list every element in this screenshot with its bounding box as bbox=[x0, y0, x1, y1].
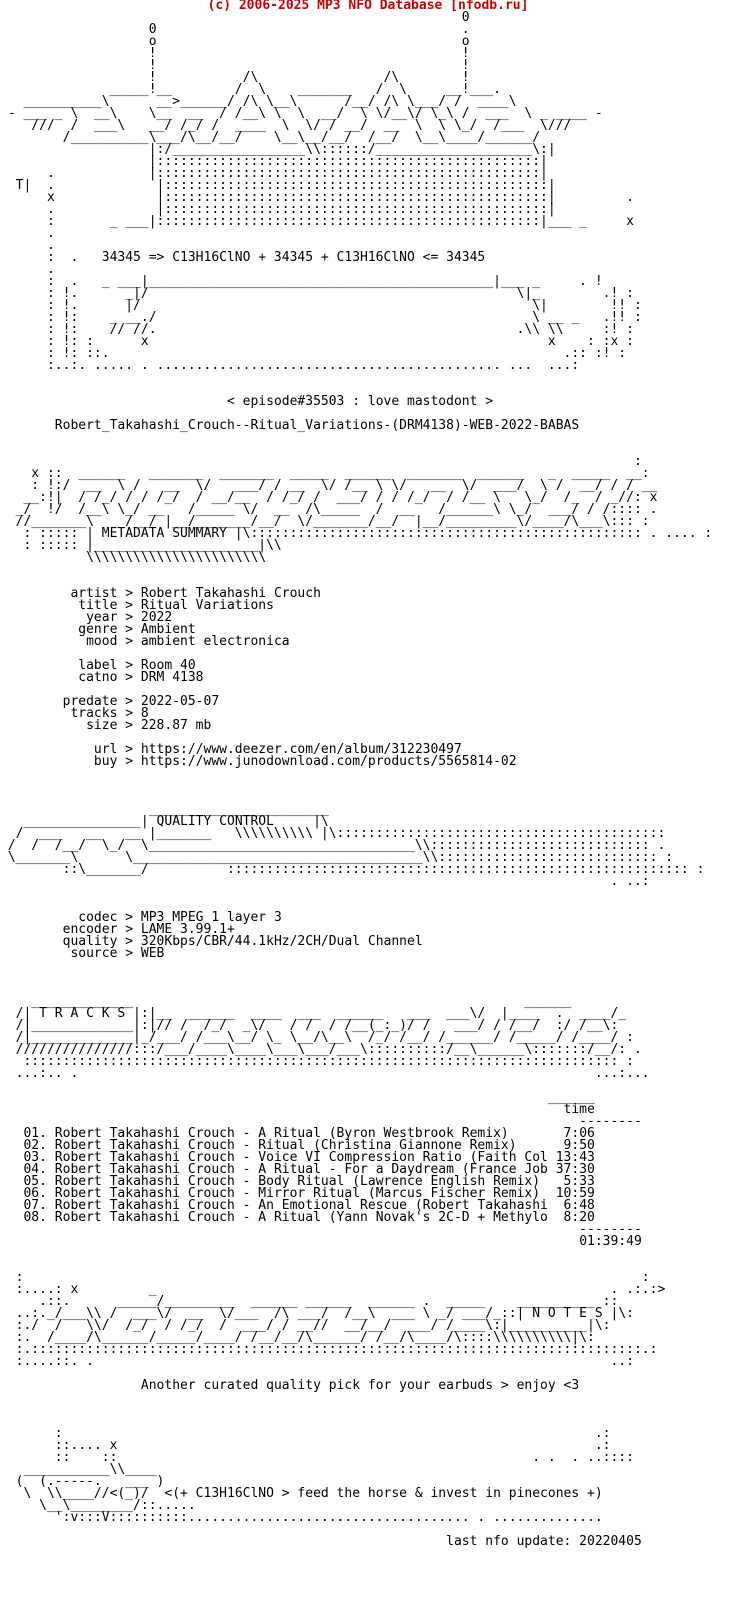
track-time: 13:43 bbox=[547, 1150, 595, 1165]
time-column-header: time bbox=[563, 1102, 595, 1117]
track-number: 01. bbox=[23, 1126, 47, 1141]
meta-predate: 2022-05-07 bbox=[140, 694, 220, 709]
track-title: Robert Takahashi Crouch - A Ritual - For a Daydream (France Job bbox=[54, 1162, 548, 1177]
track-number: 02. bbox=[23, 1138, 47, 1153]
meta-label: Room 40 bbox=[140, 658, 196, 673]
track-title: Robert Takahashi Crouch - Body Ritual (Lawrence English Remix) bbox=[54, 1174, 548, 1189]
quality-codec: MP3 MPEG 1 layer 3 bbox=[140, 910, 282, 925]
meta-size: 228.87 mb bbox=[140, 718, 212, 733]
quality-control-heading: QUALITY CONTROL bbox=[156, 814, 274, 829]
total-playtime: 01:39:49 bbox=[579, 1234, 642, 1249]
meta-artist: Robert Takahashi Crouch bbox=[140, 586, 321, 601]
track-number: 03. bbox=[23, 1150, 47, 1165]
metadata-summary-heading: METADATA SUMMARY bbox=[101, 526, 227, 541]
track-time: 7:06 bbox=[547, 1126, 595, 1141]
track-time: 5:33 bbox=[547, 1174, 595, 1189]
meta-year: 2022 bbox=[140, 610, 173, 625]
meta-url: https://www.deezer.com/en/album/312230497 bbox=[140, 742, 462, 757]
meta-mood: ambient electronica bbox=[140, 634, 290, 649]
track-number: 08. bbox=[23, 1210, 47, 1225]
track-number: 04. bbox=[23, 1162, 47, 1177]
track-time: 6:48 bbox=[547, 1198, 595, 1213]
tracks-heading: T R A C K S bbox=[39, 1006, 126, 1021]
footer-tagline: <(+ C13H16ClNO > feed the horse & invest in pinecones +) bbox=[164, 1486, 603, 1501]
notes-text: Another curated quality pick for your earbuds > enjoy <3 bbox=[140, 1378, 580, 1393]
track-title: Robert Takahashi Crouch - Voice VI Compression Ratio (Faith Col bbox=[54, 1150, 548, 1165]
track-title: Robert Takahashi Crouch - A Ritual (Yann Novak's 2C-D + Methylo bbox=[54, 1210, 548, 1225]
nfodb-copyright-header: (c) 2006-2025 MP3 NFO Database [nfodb.ru] bbox=[207, 0, 529, 13]
track-time: 10:59 bbox=[547, 1186, 595, 1201]
release-name: Robert_Takahashi_Crouch--Ritual_Variations-(DRM4138)-WEB-2022-BABAS bbox=[54, 418, 580, 433]
track-number: 06. bbox=[23, 1186, 47, 1201]
track-title: Robert Takahashi Crouch - Mirror Ritual (Marcus Fischer Remix) bbox=[54, 1186, 548, 1201]
episode-line: < episode#35503 : love mastodont > bbox=[226, 394, 494, 409]
formula-line: 34345 => C13H16ClNO + 34345 + C13H16ClNO <= 34345 bbox=[101, 250, 486, 265]
meta-tracks: 8 bbox=[140, 706, 149, 721]
quality-quality: 320Kbps/CBR/44.1kHz/2CH/Dual Channel bbox=[140, 934, 423, 949]
track-title: Robert Takahashi Crouch - Ritual (Christina Giannone Remix) bbox=[54, 1138, 548, 1153]
nfo-document: 0 0 . o o ! ! ! ! ! /\ /\ ! _____!__ / \ _______ / \ __!___. __________\ __>______/ /\ \__\ /__/ /\ \___/ / ____\ - ___ _ \ __\ \__ __ / /__\ \ \ __/ \ \/__\/ \_\ / ___ \ _ ____ - /// / ___\ __/ /_/ / ____ \ \/ / __/ __ \ \ \_/ /___ \/// /__________\___/\__/__/ \__\__/__/ /__/ \__\____/______/ |:/_________________\\::::::/____________________\:| |:::::::::::::::::::::::::::::::::::::::::::::::::| . |:::::::::::::::::::::::::::::::::::::::::::::::::| T| . |:::::::::::::::::::::::::::::::::::::::::::::::::| x |:::::::::::::::::::::::::::::::::::::::::::::::::| . . |:::::::::::::::::::::::::::::::::::::::::::::::::| : _ ___|:::::::::::::::::::::::::::::::::::::::::::::::::|___ _ x . . : . 34345 => C13H16ClNO + 34345 + C13H16ClNO <= 34345 . : . _ ___|____________________________________________|___ _ . ! : !. _|/ \|_ .! : : !. |/ \| !! : : !: _ __./ \ __ _ .!! : : !: // //. .\\ \\ :! : : !: : x x : :x : : !: ::. .:: :! : :..:. ..... . ............................................ ... ...: < episode#35503 : love mastodont > Robert_Takahashi_Crouch--Ritual_Variations-(DRM4138)-WEB-2022-BABAS : x :: ______ _______ _______ _____ ______ _______ ______ _ _____ __: : !:/ __ \ / __ \/ ___/ / __ \/ /__ \ \/ __ \/ ___/ \ / __/ / / __ __:!| / /_/ / / /_/ / __/__ / /_/ / ___/ / / /_/ / /__ \ \_/ /_ / _//: x _/ !/ /__\ \_/ __ /_____ \/ __ /\_____ / __ /______\ \_/ ___/ / /:::: . //_______\ /__/ |__/_______/__/ \/_______/__/ |__/_________\/____/\___\::: : : ::::: | METADATA SUMMARY |\:::::::::::::::::::::::::::::::::::::::::::::::::: . .... : : ::::: |_____________________|\\ \\\\\\\\\\\\\\\\\\\\\\\ artist > Robert Takahashi Crouch title > Ritual Variations year > 2022 genre > Ambient mood > ambient electronica label > Room 40 catno > DRM 4138 predate > 2022-05-07 tracks > 8 size > 228.87 mb url > https://www.deezer.com/en/album/312230497 buy > https://www.junodownload.com/products/5565814-02 _______________________ _______________| QUALITY CONTROL |\ / ___ __ __ |_______ \\\\\\\\\\ |\:::::::::::::::::::::::::::::::::::::::::: / / /__/ \_/ \__________________________________\\:::::::::::::::::::::::::::: . \_______\ \_____________________________________\\:::::::::::::::::::::::::::: : ::\_______/ ::::::::::::::::::::::::::::::::::::::::::::::::::::::::::: : . ..: codec > MP3 MPEG 1 layer 3 encoder > LAME 3.99.1+ quality > 320Kbps/CBR/44.1kHz/2CH/Dual Channel source > WEB _____________ ______ /| T R A C K S |:|__ ______ ____ ___ ______ ___ ___\/ |____ . ____/_ /|_____________|:|// / /_/ _\/ / / / /__(_:_)/ / ___/ / /__/ :/ /__\: /|_____________|_/___/ /___\__/ \_ \__/\__\ /_/ /__/ /______/ /_____/ /____/ : ///////////////:::/___/____\____\___\___/___\::::::::::/__\______\:::::::/__/: . :::::::::::::::::::::::::::::::::::::::::::::::::::::::::::::::::::::::::::: : ...:.. . ...:... ______ time -------- 01. Robert Takahashi Crouch - A Ritual (Byron Westbrook Remix) 7:06 02. Robert Takahashi Crouch - Ritual (Christina Giannone Remix) 9:50 03. Robert Takahashi Crouch - Voice VI Compression Ratio (Faith Col 13:43 04. Robert Takahashi Crouch - A Ritual - For a Daydream (France Job 37:30 05. Robert Takahashi Crouch - Body Ritual (Lawrence English Remix) 5:33 06. Robert Takahashi Crouch - Mirror Ritual (Marcus Fischer Remix) 10:59 07. Robert Takahashi Crouch - An Emotional Rescue (Robert Takahashi 6:48 08. Robert Takahashi Crouch - A Ritual (Yann Novak's 2C-D + Methylo 8:20 -------- 01:39:49 : : :....: x _ . .:.:> .::. _____/_________ ______ ______ ______ . _____ __________ :: ..:._/___\\ / ___\/ __ \/___ /\ ___/ /__\ ___ \ _/ ___/_::| N O T E S |\: :./ / \\/ /_/ / /_/ / ___/ / __// __/__/ ___/ /____\:|__________|\: :. /____/\______/_____/____/ /__/__/\______/ /__/\____/\::::\\\\\\\\\\|\: :.::::::::::::::::::::::::::::::::::::::::::::::::::::::::::::::::::::::::::::::.: :....::. . ..: Another curated quality pick for your earbuds > enjoy <3 : .: ::.... x .: :: :: . . . ..:::: ___________\\____ ( (.-----. ___ ) \ \\____//<(_)/ <(+ C13H16ClNO > feed the horse & invest in pinecones +) \__\________/::..... ':v:::V::::::::::.................................... . .............. last nfo update: 20220405 bbox=[0, 10, 713, 1549]
meta-buy: https://www.junodownload.com/products/5565814-02 bbox=[140, 754, 517, 769]
quality-source: WEB bbox=[140, 946, 165, 961]
meta-catno: DRM 4138 bbox=[140, 670, 204, 685]
quality-encoder: LAME 3.99.1+ bbox=[140, 922, 235, 937]
track-time: 37:30 bbox=[547, 1162, 595, 1177]
notes-heading: N O T E S bbox=[532, 1306, 603, 1321]
meta-genre: Ambient bbox=[140, 622, 196, 637]
track-number: 05. bbox=[23, 1174, 47, 1189]
track-number: 07. bbox=[23, 1198, 47, 1213]
track-title: Robert Takahashi Crouch - An Emotional Rescue (Robert Takahashi bbox=[54, 1198, 548, 1213]
track-title: Robert Takahashi Crouch - A Ritual (Byron Westbrook Remix) bbox=[54, 1126, 548, 1141]
track-time: 9:50 bbox=[547, 1138, 595, 1153]
last-update: last nfo update: 20220405 bbox=[446, 1534, 642, 1549]
meta-title: Ritual Variations bbox=[140, 598, 274, 613]
track-time: 8:20 bbox=[547, 1210, 595, 1225]
